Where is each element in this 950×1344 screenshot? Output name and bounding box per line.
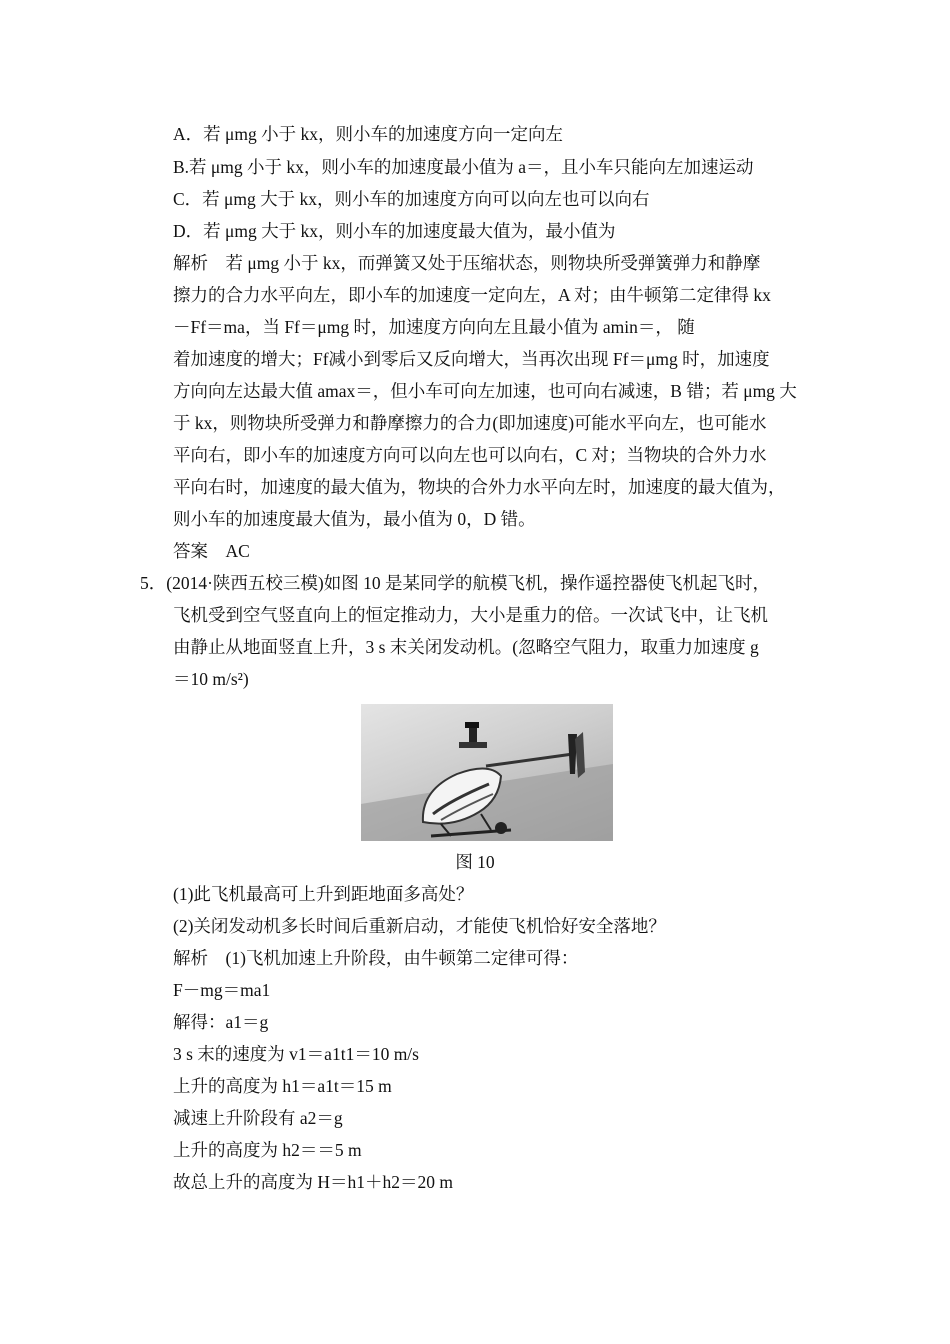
solution-line-2: F－mg＝ma1 xyxy=(173,980,271,1000)
analysis-line-6: 于 kx，则物块所受弹力和静摩擦力的合力(即加速度)可能水平向左，也可能水 xyxy=(173,413,767,433)
question-1: (1)此飞机最高可上升到距地面多高处？ xyxy=(173,884,474,904)
solution-line-7: 上升的高度为 h2＝＝5 m xyxy=(173,1140,362,1160)
figure-caption: 图 10 xyxy=(455,852,495,872)
solution-line-1: 解析 (1)飞机加速上升阶段，由牛顿第二定律可得： xyxy=(173,948,579,968)
solution-line-6: 减速上升阶段有 a2＝g xyxy=(173,1108,343,1128)
option-a: A．若 μmg 小于 kx，则小车的加速度方向一定向左 xyxy=(173,124,564,144)
solution-line-8: 故总上升的高度为 H＝h1＋h2＝20 m xyxy=(173,1172,453,1192)
option-b: B.若 μmg 小于 kx，则小车的加速度最小值为 a＝，且小车只能向左加速运动 xyxy=(173,157,754,177)
analysis-line-3: －Ff＝ma，当 Ff＝μmg 时，加速度方向向左且最小值为 amin＝， 随 xyxy=(173,317,695,337)
answer-line: 答案 AC xyxy=(173,541,250,561)
analysis-line-5: 方向向左达最大值 amax＝，但小车可向左加速，也可向右减速，B 错；若 μmg 大 xyxy=(173,381,797,401)
option-c: C．若 μmg 大于 kx，则小车的加速度方向可以向左也可以向右 xyxy=(173,189,650,209)
helicopter-photo xyxy=(361,704,613,841)
question-2: (2)关闭发动机多长时间后重新启动，才能使飞机恰好安全落地？ xyxy=(173,916,666,936)
analysis-line-2: 擦力的合力水平向左，即小车的加速度一定向左，A 对；由牛顿第二定律得 kx xyxy=(173,285,771,305)
solution-line-5: 上升的高度为 h1＝a1t＝15 m xyxy=(173,1076,392,1096)
problem-5-line-2: 飞机受到空气竖直向上的恒定推动力，大小是重力的倍。一次试飞中，让飞机 xyxy=(173,605,768,625)
problem-5-line-3: 由静止从地面竖直上升，3 s 末关闭发动机。(忽略空气阻力，取重力加速度 g xyxy=(173,637,759,657)
helicopter-icon xyxy=(361,704,613,841)
solution-line-3: 解得：a1＝g xyxy=(173,1012,269,1032)
problem-5-line-1: 5．(2014·陕西五校三模)如图 10 是某同学的航模飞机，操作遥控器使飞机起飞时， xyxy=(140,573,770,593)
analysis-line-4: 着加速度的增大；Ff减小到零后又反向增大，当再次出现 Ff＝μmg 时，加速度 xyxy=(173,349,770,369)
solution-line-4: 3 s 末的速度为 v1＝a1t1＝10 m/s xyxy=(173,1044,419,1064)
analysis-line-8: 平向右时，加速度的最大值为，物块的合外力水平向左时，加速度的最大值为， xyxy=(173,477,786,497)
analysis-line-7: 平向右，即小车的加速度方向可以向左也可以向右，C 对；当物块的合外力水 xyxy=(173,445,767,465)
analysis-line-1: 解析 若 μmg 小于 kx，而弹簧又处于压缩状态，则物块所受弹簧弹力和静摩 xyxy=(173,253,761,273)
analysis-line-9: 则小车的加速度最大值为，最小值为 0，D 错。 xyxy=(173,509,536,529)
option-d: D．若 μmg 大于 kx，则小车的加速度最大值为，最小值为 xyxy=(173,221,616,241)
problem-5-line-4: ＝10 m/s²) xyxy=(173,669,249,689)
